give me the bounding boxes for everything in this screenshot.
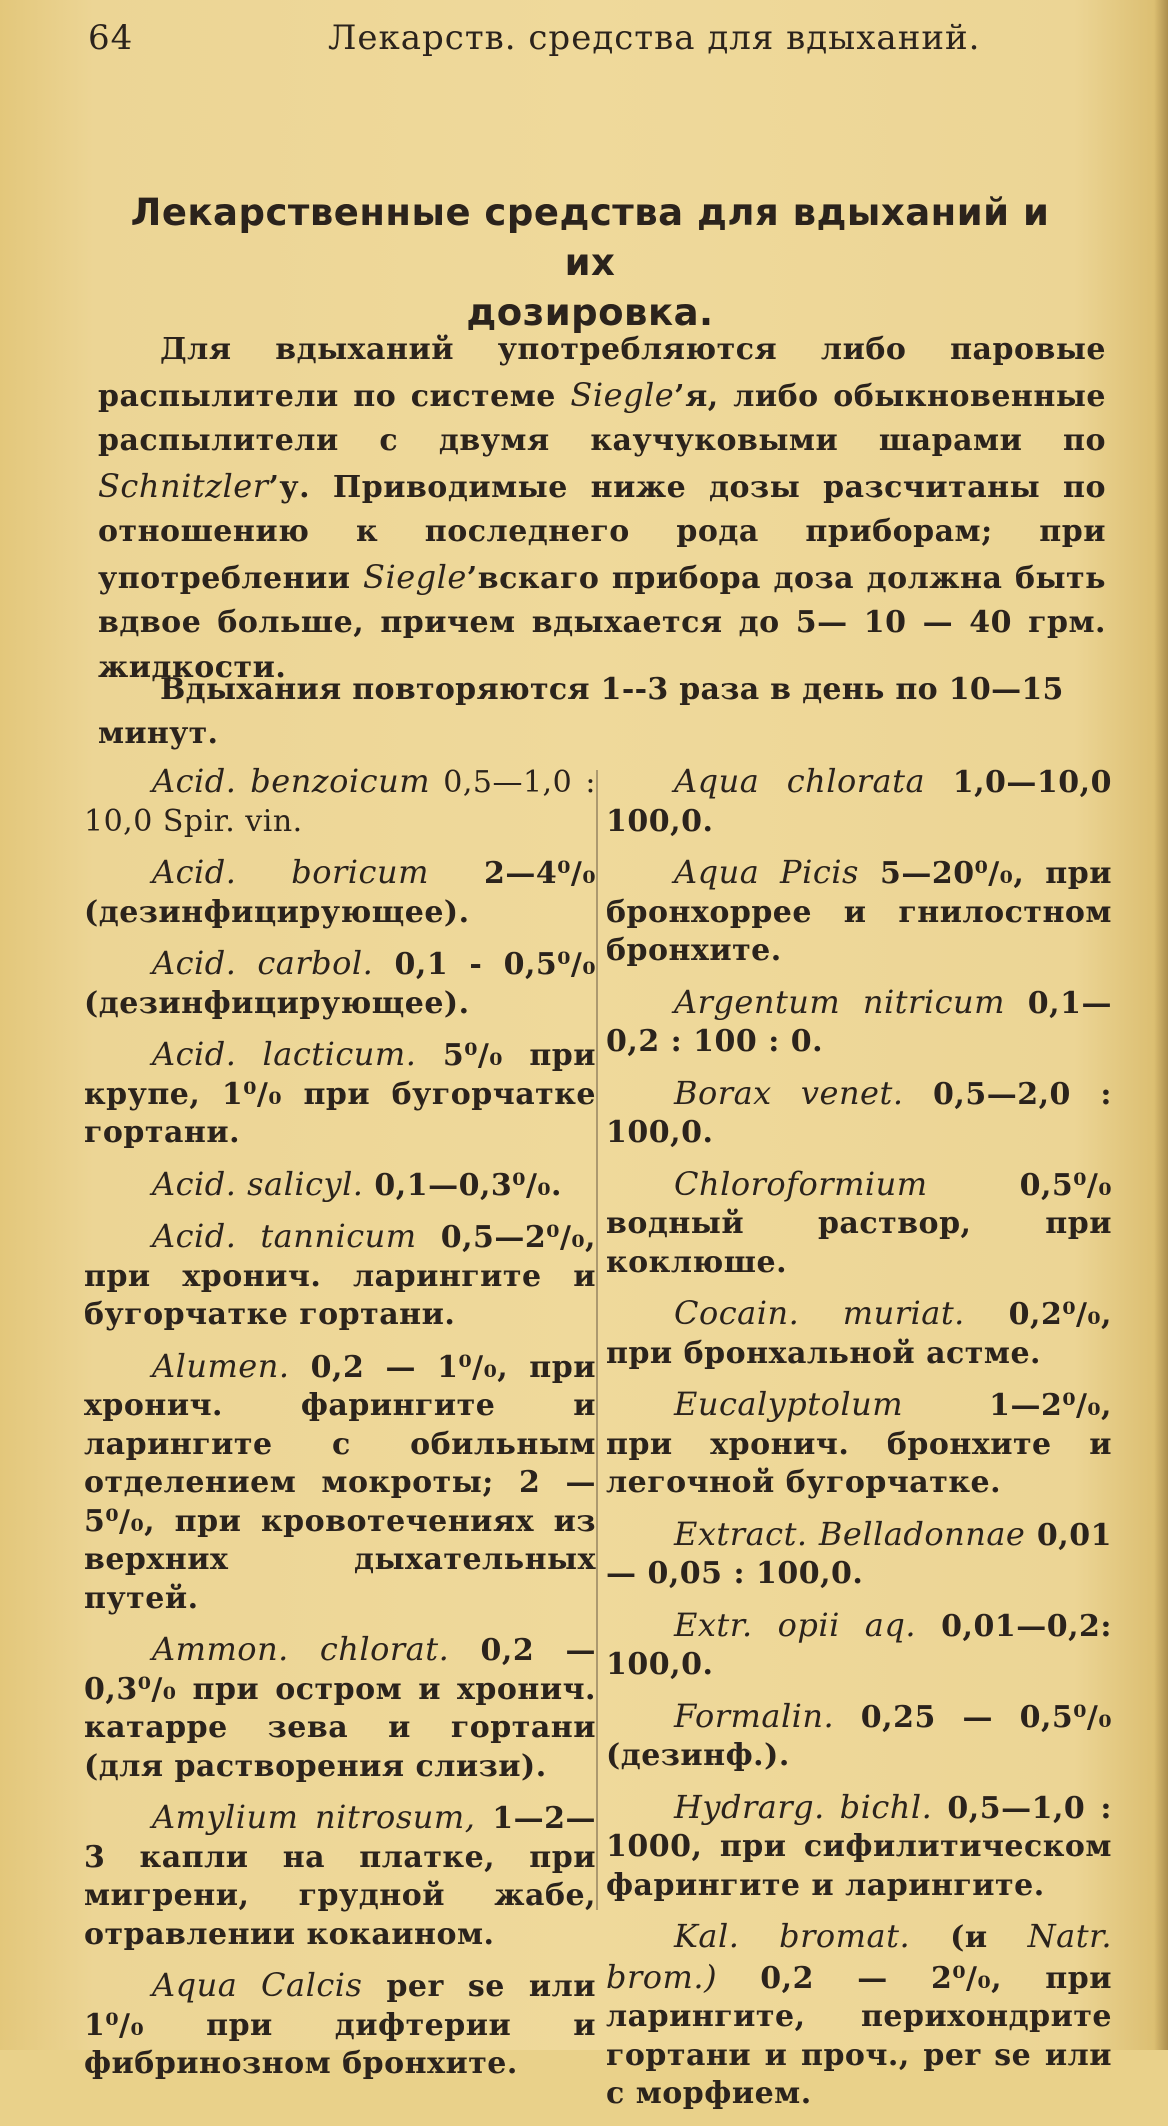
intro-siegle-2: Siegle [363,557,467,596]
page-edge-shadow [1154,0,1168,2050]
drug-name: Alumen. [152,1346,290,1385]
drug-name: Aqua chlorata [674,762,926,800]
drug-entry [84,1798,596,1954]
drug-dose: 5—20⁰/₀, при бронхоррее и гнилостном бронхите. [606,856,1112,968]
drug-entry [606,1074,1112,1153]
drug-name: Formalin. [674,1696,835,1735]
frequency-paragraph: Вдыхания повторяются 1--3 раза в день по 10—15 минут. [98,672,1064,751]
drug-entry [84,1347,596,1619]
drug-entry [84,1035,596,1153]
drug-entry [606,1788,1112,1906]
drug-dose: per se или 1⁰/₀ при дифтерии и фибринозном бронхите. [84,1969,597,2081]
section-title-line1: Лекарственные средства для вдыханий и их [130,191,1050,284]
drug-name: Ammon. chlorat. [152,1630,450,1668]
drug-dose: 0,01— 0,05 : 100,0. [606,1517,1113,1591]
running-head: Лекарств. средства для вдыханий. [328,18,981,58]
drug-dose: 0,01—0,2: 100,0. [606,1608,1112,1682]
drug-dose: 0,5—1,0 : 10,0 Spir. vin. [84,765,597,839]
drug-dose: 0,2 — 1⁰/₀, при хронич. фарингите и ларингите с обильным отделением мокроты; 2 — 5⁰/₀, при кровотечениях из верхних дыхательных путей. [84,1349,596,1616]
drug-dose: 0,2⁰/₀, при бронхальной астме. [606,1297,1112,1371]
drug-name: Acid. boricum [152,853,429,891]
drug-dose-2: 0,2 — 2⁰/₀, при ларингите, перихондрите гортани и проч., per se или с морфием. [606,1960,1112,2111]
intro-text-a: Для вдыханий употребляются либо паровые распылители по системе [98,332,1106,414]
drug-dose: 0,25 — 0,5⁰/₀ (дезинф.). [606,1699,1112,1773]
drug-entry [84,944,596,1023]
drug-entry [84,1966,596,2084]
drug-name: Eucalyptolum [674,1385,904,1423]
drug-name: Acid. salicyl. [152,1164,364,1203]
drug-entry [84,1165,596,1206]
drug-dose: 5⁰/₀ при крупе, 1⁰/₀ при бугорчатке гортани. [84,1038,597,1150]
drug-dose: 0,5⁰/₀ водный раствор, при коклюше. [606,1167,1112,1280]
drug-name: Aqua Calcis [152,1966,363,2004]
drug-entry [84,1217,596,1335]
drug-dose: 0,5—1,0 : 1000, при сифилитическом фарингите и ларингите. [606,1790,1112,1903]
drug-entry [606,853,1112,971]
intro-schnitzler: Schnitzler [98,466,269,505]
drug-name: Extr. opii aq. [674,1605,916,1644]
drug-name: Aqua Picis [674,853,859,891]
drug-entry [84,1630,596,1786]
drug-dose: 0,5—2⁰/₀, при хронич. ларингите и бугорчатке гортани. [84,1220,596,1332]
drug-dose: 1,0—10,0 100,0. [606,765,1112,839]
drug-entry [606,1385,1112,1503]
drug-entry [606,1697,1112,1776]
drug-dose: 0,1 - 0,5⁰/₀ (дезинфицирующее). [84,947,597,1021]
drug-name: Kal. bromat. [674,1917,911,1955]
column-divider [596,770,598,1910]
drug-name: Hydrarg. bichl. [674,1787,933,1826]
drug-dose: 0,5—2,0 : 100,0. [606,1076,1112,1150]
drug-name: Acid. benzoicum [152,762,431,800]
drug-name: Argentum nitricum [674,982,1005,1021]
drug-dose: 0,2 — 0,3⁰/₀ при остром и хронич. катарре зева и гортани (для растворения слизи). [84,1633,596,1784]
drug-entry [606,1515,1112,1594]
drug-name: Amylium nitrosum, [152,1798,476,1836]
right-column [606,762,1112,2126]
page-header [88,18,1088,68]
drug-entry [606,1917,1112,2114]
intro-text-d: ’вскаго прибора доза должна быть вдвое больше, причем вдыхается до 5— 10 — 40 грм. жидкости. [98,560,1106,685]
drug-dose: 1—2⁰/₀, при хронич. бронхите и легочной бугорчатке. [606,1388,1112,1500]
drug-entry [606,762,1112,841]
intro-text-c: ’у. Приводимые ниже дозы разсчитаны по отношению к последнего рода приборам; при употреблении [98,469,1106,596]
left-column [84,762,596,2096]
drug-dose: 1—2— 3 капли на платке, при мигрени, грудной жабе, отравлении кокаином. [84,1801,596,1952]
section-title [120,188,1060,338]
drug-entry [606,1606,1112,1685]
drug-dose: 2—4⁰/₀ (дезинфицирующее). [84,856,596,930]
intro-siegle: Siegle [570,375,675,414]
intro-text-b: ’я, либо обыкновенные распылители с двумя каучуковыми шарами по [98,378,1106,458]
drug-name: Acid. carbol. [152,944,374,982]
drug-entry [606,1294,1112,1373]
drug-dose: (и [910,1920,1028,1955]
drug-name: Extract. Belladonnae [674,1514,1026,1553]
drug-dose: 0,1—0,3⁰/₀. [363,1167,562,1203]
drug-name-2: Natr. brom.) [606,1917,1113,1996]
drug-name: Borax venet. [674,1073,904,1112]
drug-name: Cocain. muriat. [674,1294,965,1332]
drug-name: Chloroformium [674,1164,928,1203]
drug-entry [84,762,596,841]
drug-entry [606,983,1112,1062]
drug-entry [606,1165,1112,1283]
section-title-line2: дозировка. [466,291,714,334]
drug-name: Acid. lacticum. [152,1035,417,1073]
drug-entry [84,853,596,932]
drug-dose: 0,1— 0,2 : 100 : 0. [606,985,1113,1059]
drug-name: Acid. tannicum [152,1217,417,1255]
intro-paragraph [98,328,1106,690]
page-number: 64 [88,18,134,58]
